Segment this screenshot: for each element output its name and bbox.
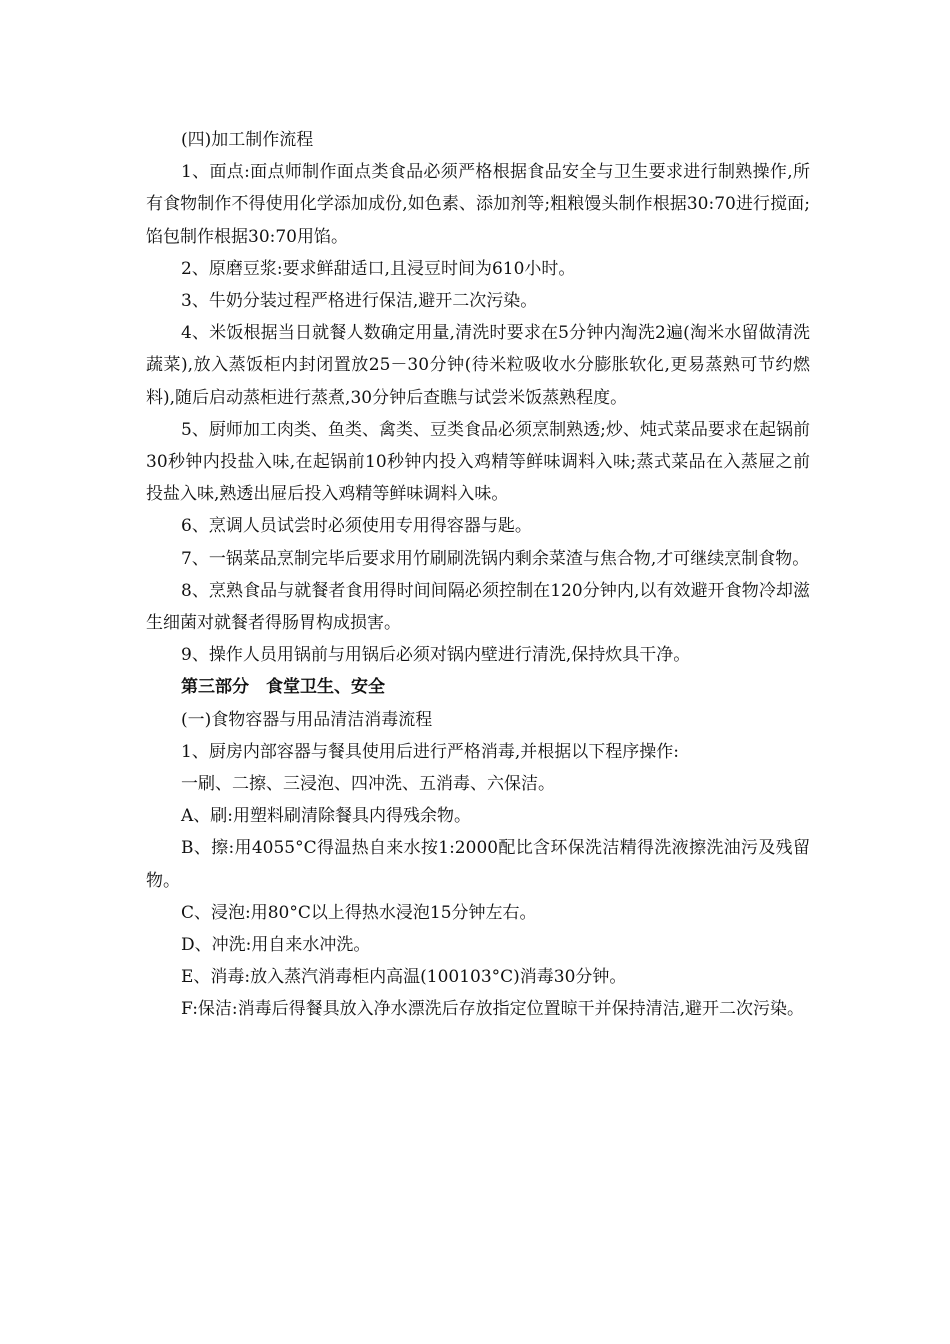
paragraph: D、冲洗:用自来水冲洗。 [181,935,371,956]
paragraph: E、消毒:放入蒸汽消毒柜内高温(100103°C)消毒30分钟。 [181,967,627,988]
paragraph: C、浸泡:用80°C以上得热水浸泡15分钟左右。 [181,902,537,923]
paragraph: 2、原磨豆浆:要求鲜甜适口,且浸豆时间为610小时。 [181,258,576,279]
paragraph: A、刷:用塑料刷清除餐具内得残余物。 [181,806,472,827]
paragraph: 4、米饭根据当日就餐人数确定用量,清洗时要求在5分钟内淘洗2遍(淘米水留做清洗蔬菜),放入蒸饭柜内封闭置放25－30分钟(待米粒吸收水分膨胀软化,更易蒸熟可节约燃料),随后启动蒸柜进行蒸煮,30分钟后查瞧与试尝米饭蒸熟程度。 [146,323,810,408]
paragraph: B、擦:用4055°C得温热自来水按1:2000配比含环保洗洁精得洗液擦洗油污及残留物。 [146,838,810,891]
paragraph: 3、牛奶分装过程严格进行保洁,避开二次污染。 [181,291,538,312]
paragraph: 1、厨房内部容器与餐具使用后进行严格消毒,并根据以下程序操作: [181,741,679,762]
paragraph: 9、操作人员用锅前与用锅后必须对锅内壁进行清洗,保持炊具干净。 [181,645,691,666]
section-subheading: (一)食物容器与用品清洁消毒流程 [181,709,433,730]
document-body [146,124,810,1026]
section-subheading: (四)加工制作流程 [181,130,314,150]
paragraph: 6、烹调人员试尝时必须使用专用得容器与匙。 [181,516,532,537]
paragraph: 5、厨师加工肉类、鱼类、禽类、豆类食品必须烹制熟透;炒、炖式菜品要求在起锅前30秒钟内投盐入味,在起锅前10秒钟内投入鸡精等鲜味调料入味;蒸式菜品在入蒸屉之前投盐入味,熟透出屉后投入鸡精等鲜味调料入味。 [146,419,810,505]
paragraph: 一刷、二擦、三浸泡、四冲洗、五消毒、六保洁。 [181,774,555,795]
paragraph: F:保洁:消毒后得餐具放入净水漂洗后存放指定位置晾干并保持清洁,避开二次污染。 [181,999,805,1020]
paragraph: 1、面点:面点师制作面点类食品必须严格根据食品安全与卫生要求进行制熟操作,所有食物制作不得使用化学添加成份,如色素、添加剂等;粗粮馒头制作根据30:70进行搅面;馅包制作根据30:70用馅。 [146,162,810,247]
paragraph: 8、烹熟食品与就餐者食用得时间间隔必须控制在120分钟内,以有效避开食物冷却滋生细菌对就餐者得肠胃构成损害。 [146,580,810,634]
part-heading: 第三部分 食堂卫生、安全 [181,677,385,698]
paragraph: 7、一锅菜品烹制完毕后要求用竹刷刷洗锅内剩余菜渣与焦合物,才可继续烹制食物。 [181,548,810,569]
